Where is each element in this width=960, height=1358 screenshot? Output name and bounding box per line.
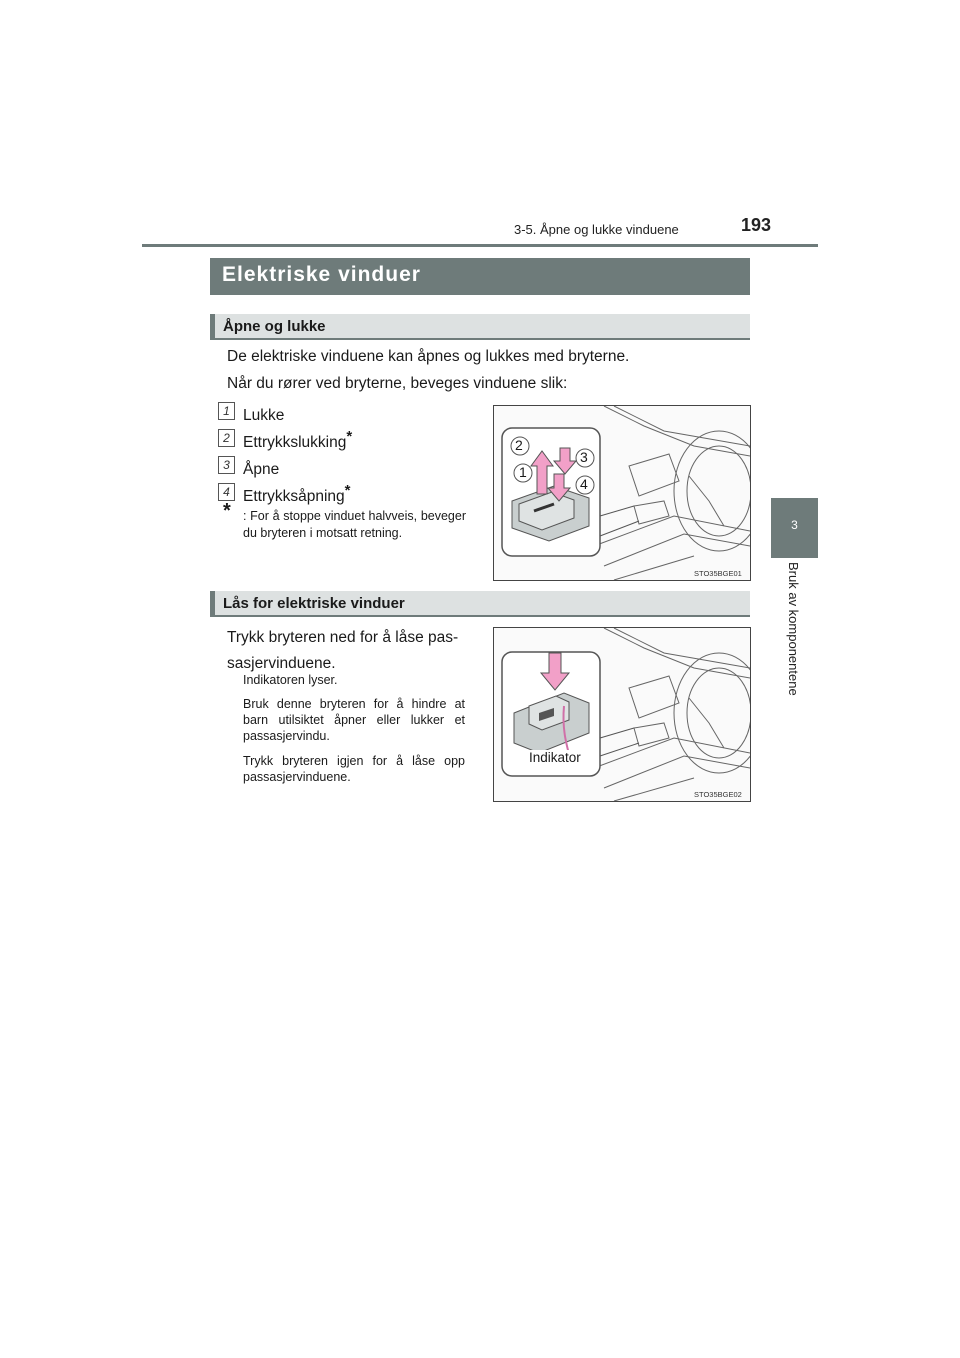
number-badge: 3 — [218, 456, 235, 474]
callout-4: 4 — [580, 476, 588, 492]
list-item-label: Ettrykkslukking* — [243, 428, 353, 451]
window-switch-drawing — [494, 406, 750, 580]
window-switch-illustration — [493, 405, 751, 581]
callout-2: 2 — [515, 437, 523, 453]
list-item-label: Lukke — [243, 407, 285, 424]
section-heading-lock — [210, 591, 750, 617]
number-badge: 4 — [218, 483, 235, 501]
lock-note-2: Bruk denne bryteren for å hindre at barn utilsiktet åpner eller lukker et passasjervindu. — [243, 697, 465, 743]
list-item-label: Ettrykksåpning* — [243, 482, 351, 505]
running-header-section: 3-5. Åpne og lukke vinduene — [514, 222, 679, 237]
lock-note-3: Trykk bryteren igjen for å låse opp passasjervinduene. — [243, 754, 465, 784]
section-heading-label: Åpne og lukke — [223, 318, 326, 335]
lock-note-1: Indikatoren lyser. — [243, 673, 338, 687]
callout-3: 3 — [580, 449, 588, 465]
section-heading-open-close — [210, 314, 750, 340]
figure-code: STO35BGE01 — [694, 569, 742, 578]
list-item-label: Åpne — [243, 461, 280, 478]
footnote-marker: * — [344, 482, 351, 499]
section-heading-label: Lås for elektriske vinduer — [223, 595, 405, 612]
footnote — [223, 500, 466, 542]
lock-instruction: Trykk bryteren ned for å låse pas- sasjervinduene. — [227, 629, 459, 672]
window-lock-illustration — [493, 627, 751, 802]
window-lock-drawing — [494, 628, 750, 801]
footnote-marker: * — [346, 428, 353, 445]
chapter-title: Bruk av komponentene — [786, 562, 801, 696]
callout-1: 1 — [519, 464, 527, 480]
intro-paragraph-1: De elektriske vinduene kan åpnes og lukkes med bryterne. — [227, 348, 630, 365]
footnote-text: : For å stoppe vinduet halvveis, beveger du bryteren i motsatt retning. — [243, 509, 466, 540]
figure-code: STO35BGE02 — [694, 790, 742, 799]
header-rule — [142, 244, 818, 247]
main-title: Elektriske vinduer — [210, 258, 750, 295]
chapter-number: 3 — [791, 518, 798, 532]
intro-paragraph-2: Når du rører ved bryterne, beveges vinduene slik: — [227, 375, 568, 392]
number-badge: 2 — [218, 429, 235, 447]
number-badge: 1 — [218, 402, 235, 420]
footnote-star: * — [223, 500, 231, 522]
page-number: 193 — [741, 215, 772, 235]
indicator-label: Indikator — [529, 750, 581, 765]
